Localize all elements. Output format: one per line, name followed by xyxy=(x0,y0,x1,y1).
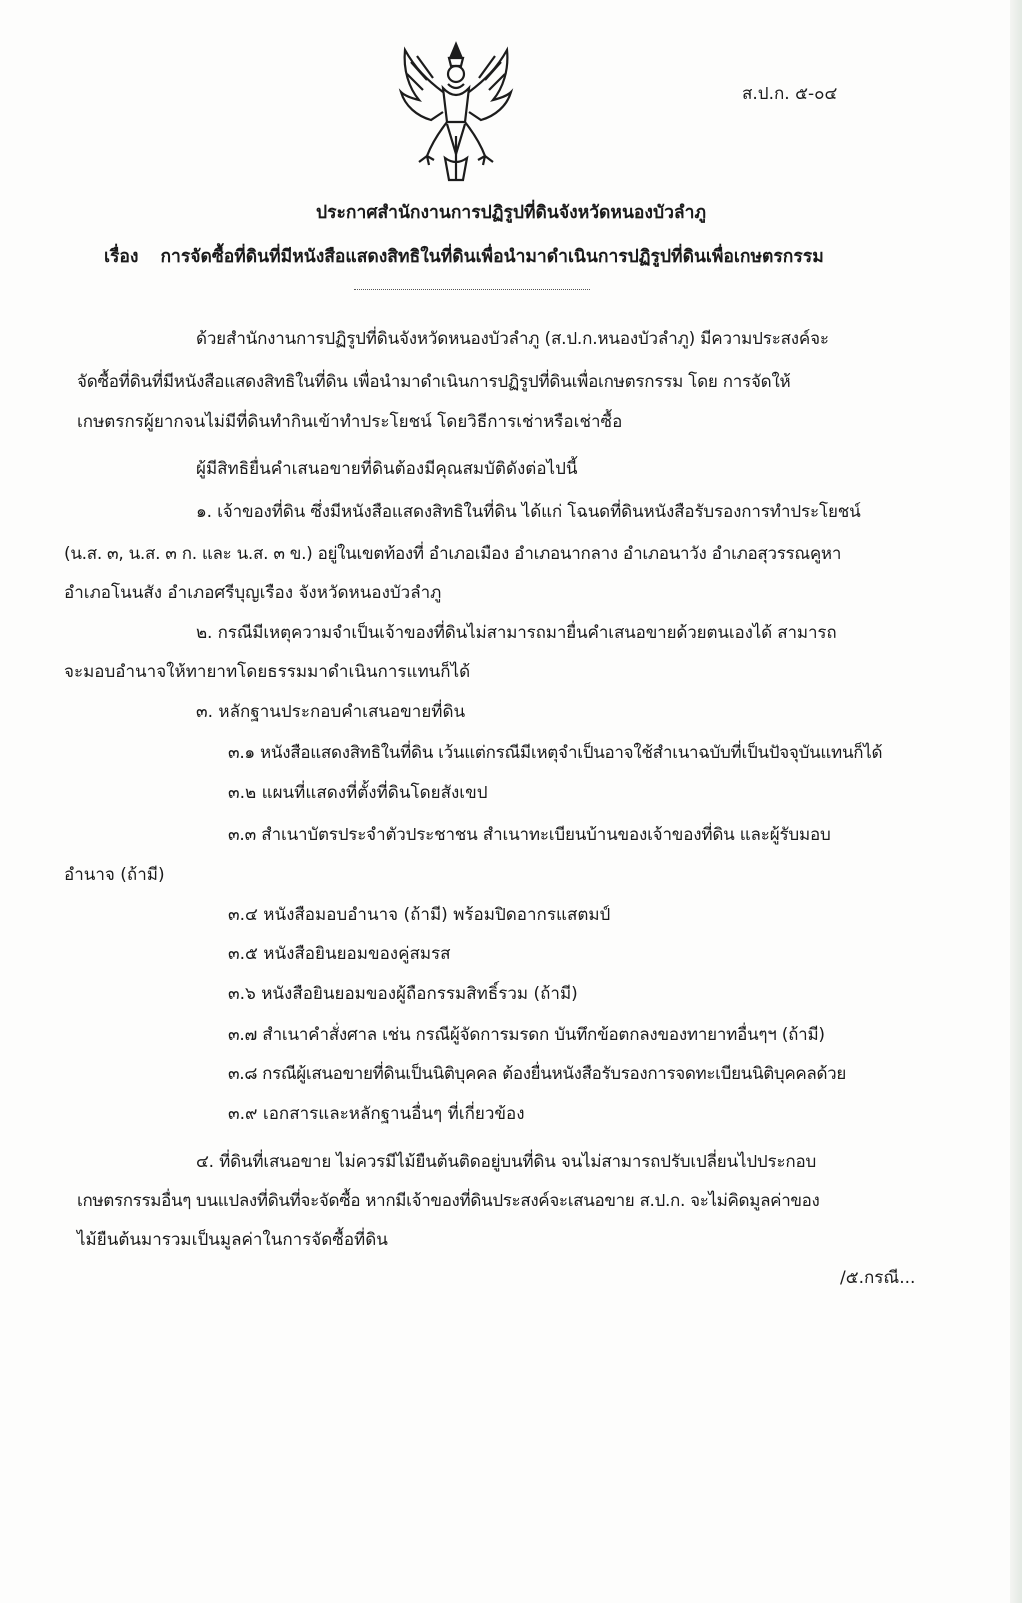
item-3-1: ๓.๑ หนังสือแสดงสิทธิในที่ดิน เว้นแต่กรณีมีเหตุจำเป็นอาจใช้สำเนาฉบับที่เป็นปัจจุบันแทนก็ได้ xyxy=(228,743,883,763)
intro-line-3: เกษตรกรผู้ยากจนไม่มีที่ดินทำกินเข้าทำประโยชน์ โดยวิธีการเช่าหรือเช่าซื้อ xyxy=(77,412,623,432)
item-3-2: ๓.๒ แผนที่แสดงที่ตั้งที่ดินโดยสังเขป xyxy=(228,783,488,803)
qualifications-heading: ผู้มีสิทธิยื่นคำเสนอขายที่ดินต้องมีคุณสมบัติดังต่อไปนี้ xyxy=(196,459,578,479)
item-2-line-1: ๒. กรณีมีเหตุความจำเป็นเจ้าของที่ดินไม่สามารถมายื่นคำเสนอขายด้วยตนเองได้ สามารถ xyxy=(196,623,837,643)
item-4-line-1: ๔. ที่ดินที่เสนอขาย ไม่ควรมีไม้ยืนต้นติดอยู่บนที่ดิน จนไม่สามารถปรับเปลี่ยนไปประกอบ xyxy=(196,1152,817,1172)
announcement-title: ประกาศสำนักงานการปฏิรูปที่ดินจังหวัดหนองบัวลำภู xyxy=(316,203,706,223)
item-3-9: ๓.๙ เอกสารและหลักฐานอื่นๆ ที่เกี่ยวข้อง xyxy=(228,1104,525,1124)
page-edge xyxy=(1010,0,1022,1603)
item-1-line-3: อำเภอโนนสัง อำเภอศรีบุญเรือง จังหวัดหนองบัวลำภู xyxy=(64,583,442,603)
subject-text: การจัดซื้อที่ดินที่มีหนังสือแสดงสิทธิในที่ดินเพื่อนำมาดำเนินการปฏิรูปที่ดินเพื่อเกษตรกรรม xyxy=(160,247,824,267)
continuation-marker: /๕.กรณี... xyxy=(840,1268,916,1288)
item-3-6: ๓.๖ หนังสือยินยอมของผู้ถือกรรมสิทธิ์รวม (ถ้ามี) xyxy=(228,984,578,1004)
intro-line-1: ด้วยสำนักงานการปฏิรูปที่ดินจังหวัดหนองบัวลำภู (ส.ป.ก.หนองบัวลำภู) มีความประสงค์จะ xyxy=(196,329,829,349)
item-2-line-2: จะมอบอำนาจให้ทายาทโดยธรรมมาดำเนินการแทนก็ได้ xyxy=(64,662,471,682)
item-3-heading: ๓. หลักฐานประกอบคำเสนอขายที่ดิน xyxy=(196,702,466,722)
item-1-line-2: (น.ส. ๓, น.ส. ๓ ก. และ น.ส. ๓ ข.) อยู่ในเขตท้องที่ อำเภอเมือง อำเภอนากลาง อำเภอนาวัง อำเภอสุวรรณคูหา xyxy=(64,544,842,564)
title-divider xyxy=(354,289,590,290)
item-1-line-1: ๑. เจ้าของที่ดิน ซึ่งมีหนังสือแสดงสิทธิในที่ดิน ได้แก่ โฉนดที่ดินหนังสือรับรองการทำประโยชน์ xyxy=(196,502,861,522)
item-3-7: ๓.๗ สำเนาคำสั่งศาล เช่น กรณีผู้จัดการมรดก บันทึกข้อตกลงของทายาทอื่นๆฯ (ถ้ามี) xyxy=(228,1025,825,1045)
item-3-3-line-2: อำนาจ (ถ้ามี) xyxy=(64,865,165,885)
garuda-emblem-icon xyxy=(397,40,515,186)
subject-label: เรื่อง xyxy=(104,247,139,267)
item-3-5: ๓.๕ หนังสือยินยอมของคู่สมรส xyxy=(228,944,451,964)
item-3-3-line-1: ๓.๓ สำเนาบัตรประจำตัวประชาชน สำเนาทะเบียนบ้านของเจ้าของที่ดิน และผู้รับมอบ xyxy=(228,825,831,845)
subject-line xyxy=(104,242,824,270)
item-4-line-3: ไม้ยืนต้นมารวมเป็นมูลค่าในการจัดซื้อที่ดิน xyxy=(77,1230,388,1250)
intro-line-2: จัดซื้อที่ดินที่มีหนังสือแสดงสิทธิในที่ดิน เพื่อนำมาดำเนินการปฏิรูปที่ดินเพื่อเกษตรกรรม โดย การจัดให้ xyxy=(77,372,791,392)
document-number: ส.ป.ก. ๕-๐๔ xyxy=(742,84,838,104)
item-3-4: ๓.๔ หนังสือมอบอำนาจ (ถ้ามี) พร้อมปิดอากรแสตมป์ xyxy=(228,905,611,925)
item-4-line-2: เกษตรกรรมอื่นๆ บนแปลงที่ดินที่จะจัดซื้อ หากมีเจ้าของที่ดินประสงค์จะเสนอขาย ส.ป.ก. จะไม่คิดมูลค่าของ xyxy=(77,1191,820,1211)
item-3-8: ๓.๘ กรณีผู้เสนอขายที่ดินเป็นนิติบุคคล ต้องยื่นหนังสือรับรองการจดทะเบียนนิติบุคคลด้วย xyxy=(228,1064,846,1084)
